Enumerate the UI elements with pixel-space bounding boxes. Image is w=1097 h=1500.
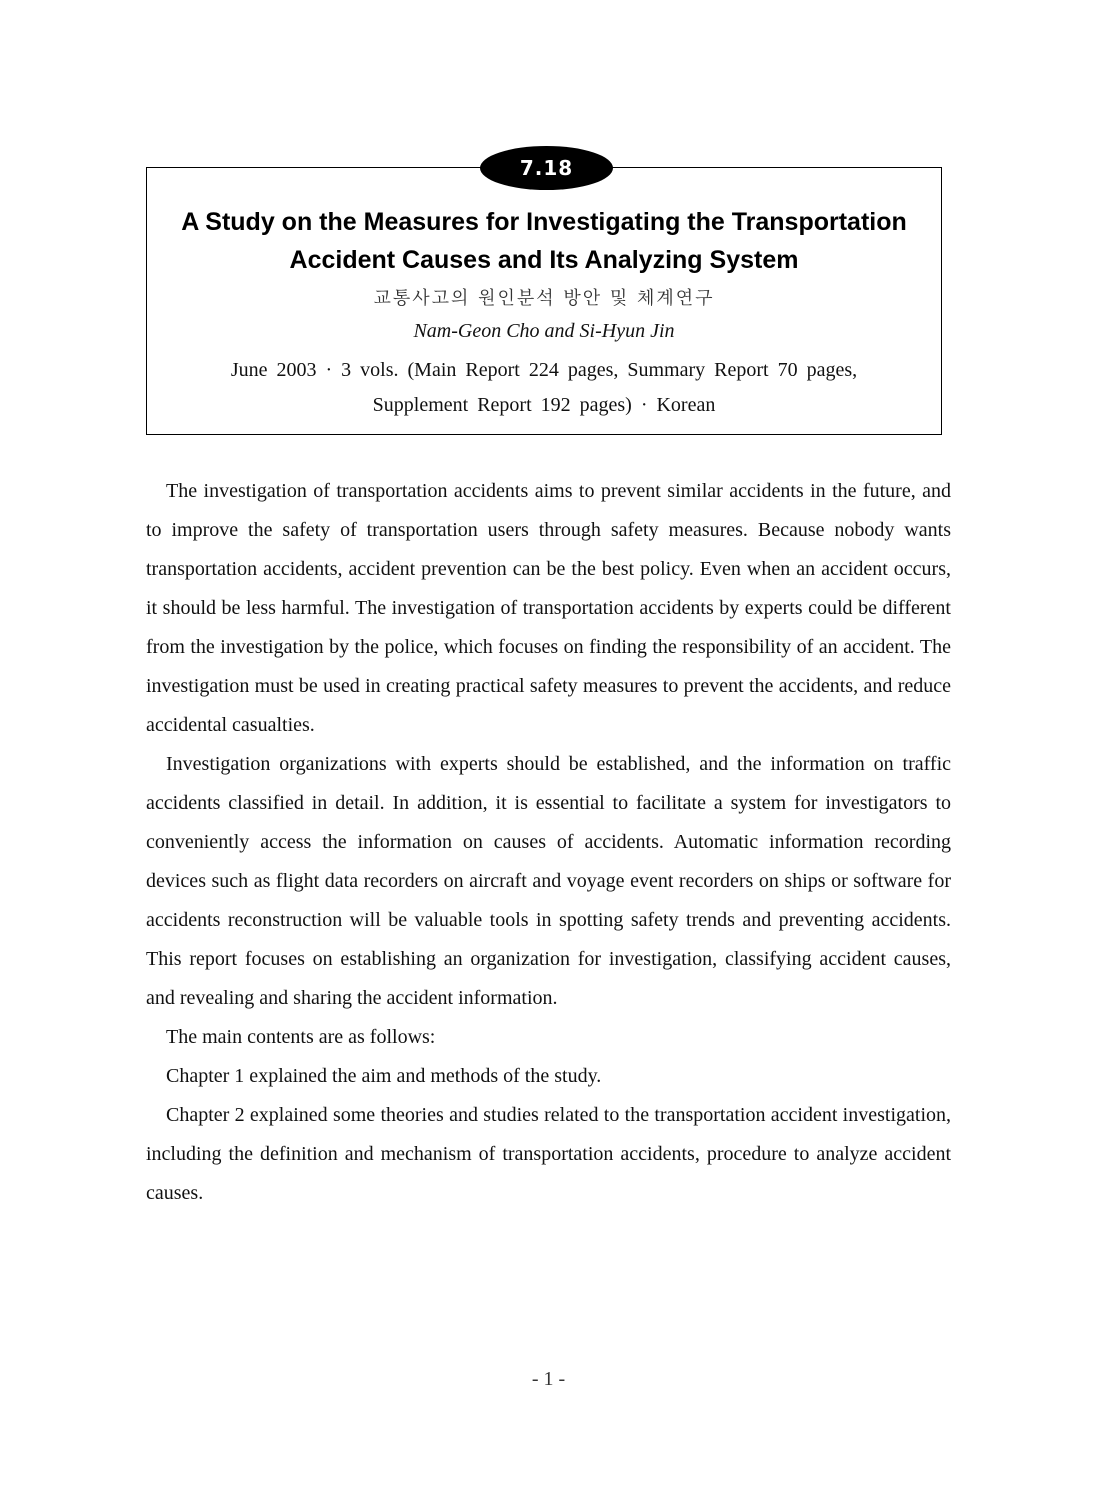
authors: Nam-Geon Cho and Si-Hyun Jin bbox=[413, 320, 675, 342]
paragraph: The investigation of transportation accidents aims to prevent similar accidents in the future, and to improve the safety of transportation users through safety measures. Because nobody wants transportation accidents, accident prevention can be the best policy. Even when an accident occurs, it should be less harmful. The investigation of transportation accidents by experts could be different from the investigation by the police, which focuses on finding the responsibility of an accident. The investigation must be used in creating practical safety measures to prevent the accidents, and reduce accidental casualties. bbox=[146, 480, 951, 736]
publication-info bbox=[146, 353, 942, 423]
publication-info-line-1: June 2003 · 3 vols. (Main Report 224 pages, Summary Report 70 pages, bbox=[230, 359, 858, 381]
publication-info-line-2: Supplement Report 192 pages) · Korean bbox=[372, 394, 716, 416]
korean-title: 교통사고의 원인분석 방안 및 체계연구 bbox=[373, 288, 715, 309]
section-number-badge: 7.18 bbox=[480, 146, 613, 190]
document-title-line-2: Accident Causes and Its Analyzing System bbox=[289, 246, 799, 274]
paragraph: Chapter 1 explained the aim and methods of the study. bbox=[166, 1065, 602, 1087]
paragraph: Investigation organizations with experts should be established, and the information on traffic accidents classified in detail. In addition, it is essential to facilitate a system for investigators to conveniently access the information on causes of accidents. Automatic information recording devices such as flight data recorders on aircraft and voyage event recorders on ships or software for accidents reconstruction will be valuable tools in spotting safety trends and preventing accidents. This report focuses on establishing an organization for investigation, classifying accident causes, and revealing and sharing the accident information. bbox=[146, 753, 951, 1009]
page-number: - 1 - bbox=[531, 1368, 566, 1390]
document-title-line-1: A Study on the Measures for Investigating the Transportation bbox=[181, 208, 907, 236]
document-title bbox=[146, 203, 942, 279]
paragraph: Chapter 2 explained some theories and studies related to the transportation accident investigation, including the definition and mechanism of transportation accidents, procedure to analyze accident causes. bbox=[146, 1104, 951, 1204]
body-text bbox=[146, 472, 951, 1213]
paragraph: The main contents are as follows: bbox=[166, 1026, 436, 1048]
